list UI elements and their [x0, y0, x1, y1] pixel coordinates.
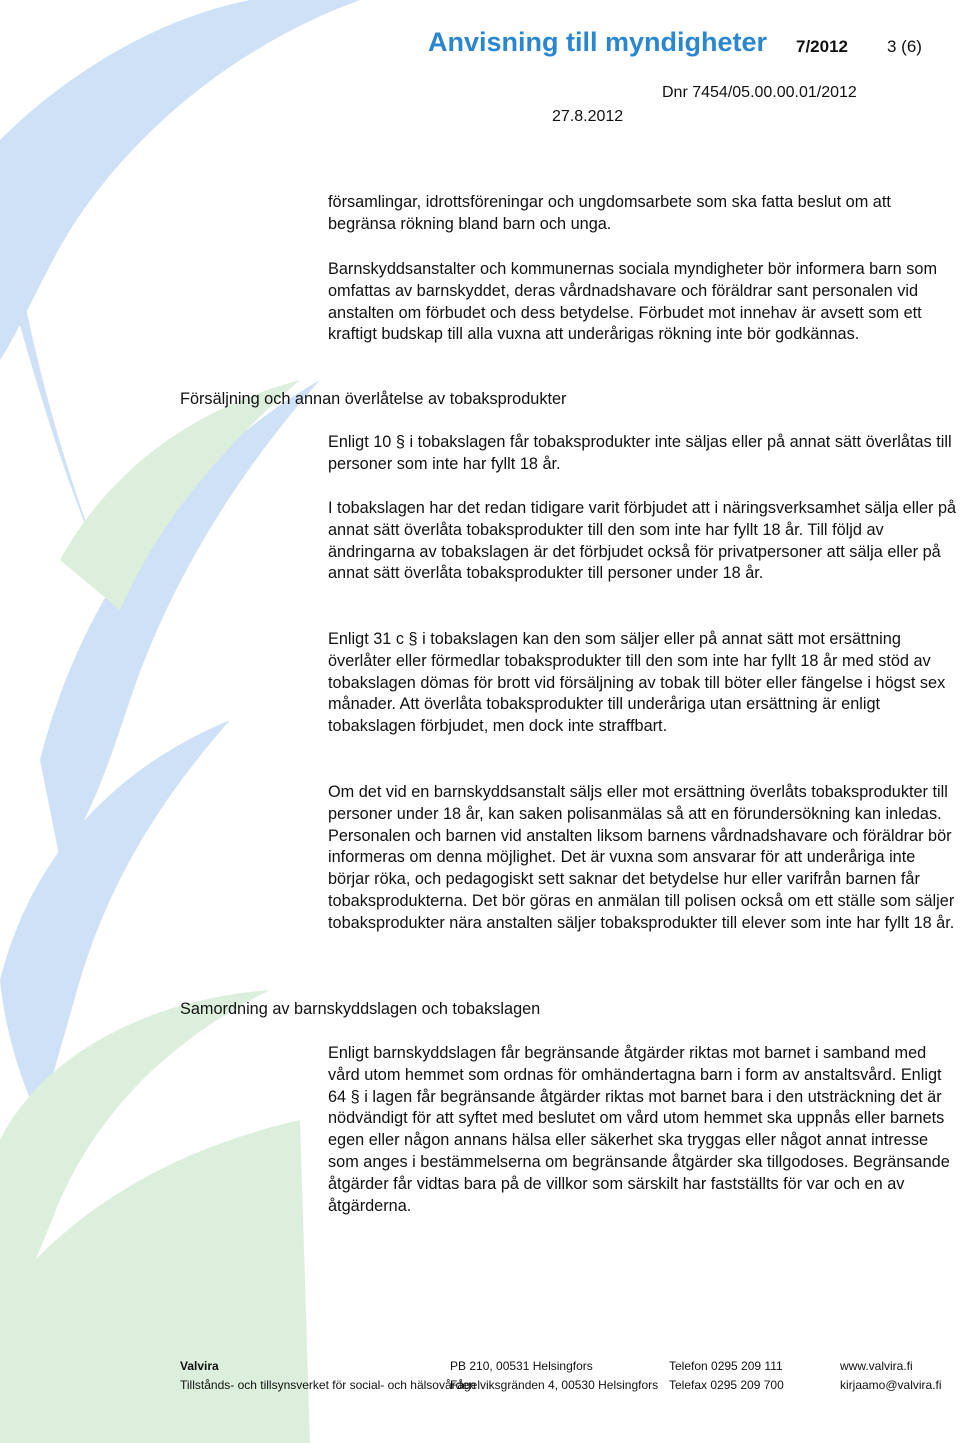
paragraph-7: Enligt barnskyddslagen får begränsande åtgärder riktas mot barnet i samband med vård utom hemmet som ordnas för omhändertagna barn i form av anstaltsvård. Enligt 64 § i lagen får begränsande åtgärder riktas mot barnet bara i den utsträckning det är nödvändigt för att syftet med beslutet om vård utom hemmet ska uppnås eller barnets egen eller någon annans hälsa eller säkerhet ska tryggas eller något annat intresse som anges i bestämmelserna om begränsande åtgärder ska tillgodoses. Begränsande åtgärder får vidtas bara på de villkor som särskilt har fastställts för var och en av åtgärderna. [328, 1044, 950, 1215]
paragraph-2: Barnskyddsanstalter och kommunernas sociala myndigheter bör informera barn som omfattas av barnskyddet, deras vårdnadshavare och föräldrar sant personalen vid anstalten om förbudet och dess betydelse. Förbudet mot innehav är avsett som ett kraftigt budskap till alla vuxna att underårigas rökning inte bör godkännas. [328, 260, 938, 344]
footer-org-name: Valvira [180, 1359, 219, 1373]
footer-address [450, 1357, 658, 1395]
footer-website-link[interactable]: www.valvira.fi [840, 1359, 913, 1373]
page-footer [0, 1357, 960, 1397]
document-number: 7/2012 [796, 37, 848, 56]
background-swoosh-art [0, 0, 360, 1443]
footer-phone: Telefon 0295 209 111 [669, 1359, 783, 1373]
document-registry-number: Dnr 7454/05.00.00.01/2012 [662, 84, 857, 101]
page-header [0, 0, 960, 140]
section-heading-sales: Försäljning och annan överlåtelse av tobaksprodukter [180, 390, 567, 408]
footer-fax: Telefax 0295 209 700 [669, 1378, 784, 1392]
paragraph-1: församlingar, idrottsföreningar och ungdomsarbete som ska fatta beslut om att begränsa rökning bland barn och unga. [328, 193, 891, 233]
page-number: 3 (6) [887, 37, 922, 56]
footer-postal-address: PB 210, 00531 Helsingfors [450, 1359, 593, 1373]
footer-contact [840, 1357, 942, 1395]
paragraph-6: Om det vid en barnskyddsanstalt säljs eller mot ersättning överlåts tobaksprodukter till personer under 18 år, kan saken polisanmälas så att en förundersökning kan inledas. Personalen och barnen vid anstalten liksom barnens vårdnadshavare och föräldrar bör informeras om denna möjlighet. Det är vuxna som ansvarar för att underåriga inte börjar röka, och pedagogiskt sett saknar det betydelse hur eller varifrån barnen får tobaksprodukterna. Det bör göras en anmälan till polisen också om ett ställe som säljer tobaksprodukter nära anstalten säljer tobaksprodukter till elever som inte har fyllt 18 år. [328, 783, 955, 932]
paragraph-5: Enligt 31 c § i tobakslagen kan den som säljer eller på annat sätt mot ersättning överlåter eller förmedlar tobaksprodukter till den som inte har fyllt 18 år med stöd av tobakslagen dömas för brott vid försäljning av tobak till böter eller fängelse i högst sex månader. Att överlåta tobaksprodukter till underåriga utan ersättning är enligt tobakslagen förbjudet, men dock inte straffbart. [328, 630, 946, 736]
paragraph-3: Enligt 10 § i tobakslagen får tobaksprodukter inte säljas eller på annat sätt överlåtas till personer som inte har fyllt 18 år. [328, 433, 952, 473]
footer-org-description: Tillstånds- och tillsynsverket för social- och hälsovården [180, 1378, 476, 1392]
section-heading-coordination: Samordning av barnskyddslagen och tobakslagen [180, 1000, 541, 1018]
footer-email-link[interactable]: kirjaamo@valvira.fi [840, 1378, 942, 1392]
footer-street-address: Fågelviksgränden 4, 00530 Helsingfors [450, 1378, 659, 1392]
document-title: Anvisning till myndigheter [428, 27, 768, 57]
issue-date: 27.8.2012 [552, 108, 624, 125]
paragraph-4: I tobakslagen har det redan tidigare varit förbjudet att i näringsverksamhet sälja eller på annat sätt överlåta tobaksprodukter till den som inte har fyllt 18 år. Till följd av ändringarna av tobakslagen är det förbjudet också för privatpersoner att sälja eller på annat sätt överlåta tobaksprodukter till personer under 18 år. [328, 499, 957, 583]
footer-phone-fax [669, 1357, 784, 1395]
footer-organization [180, 1357, 476, 1395]
